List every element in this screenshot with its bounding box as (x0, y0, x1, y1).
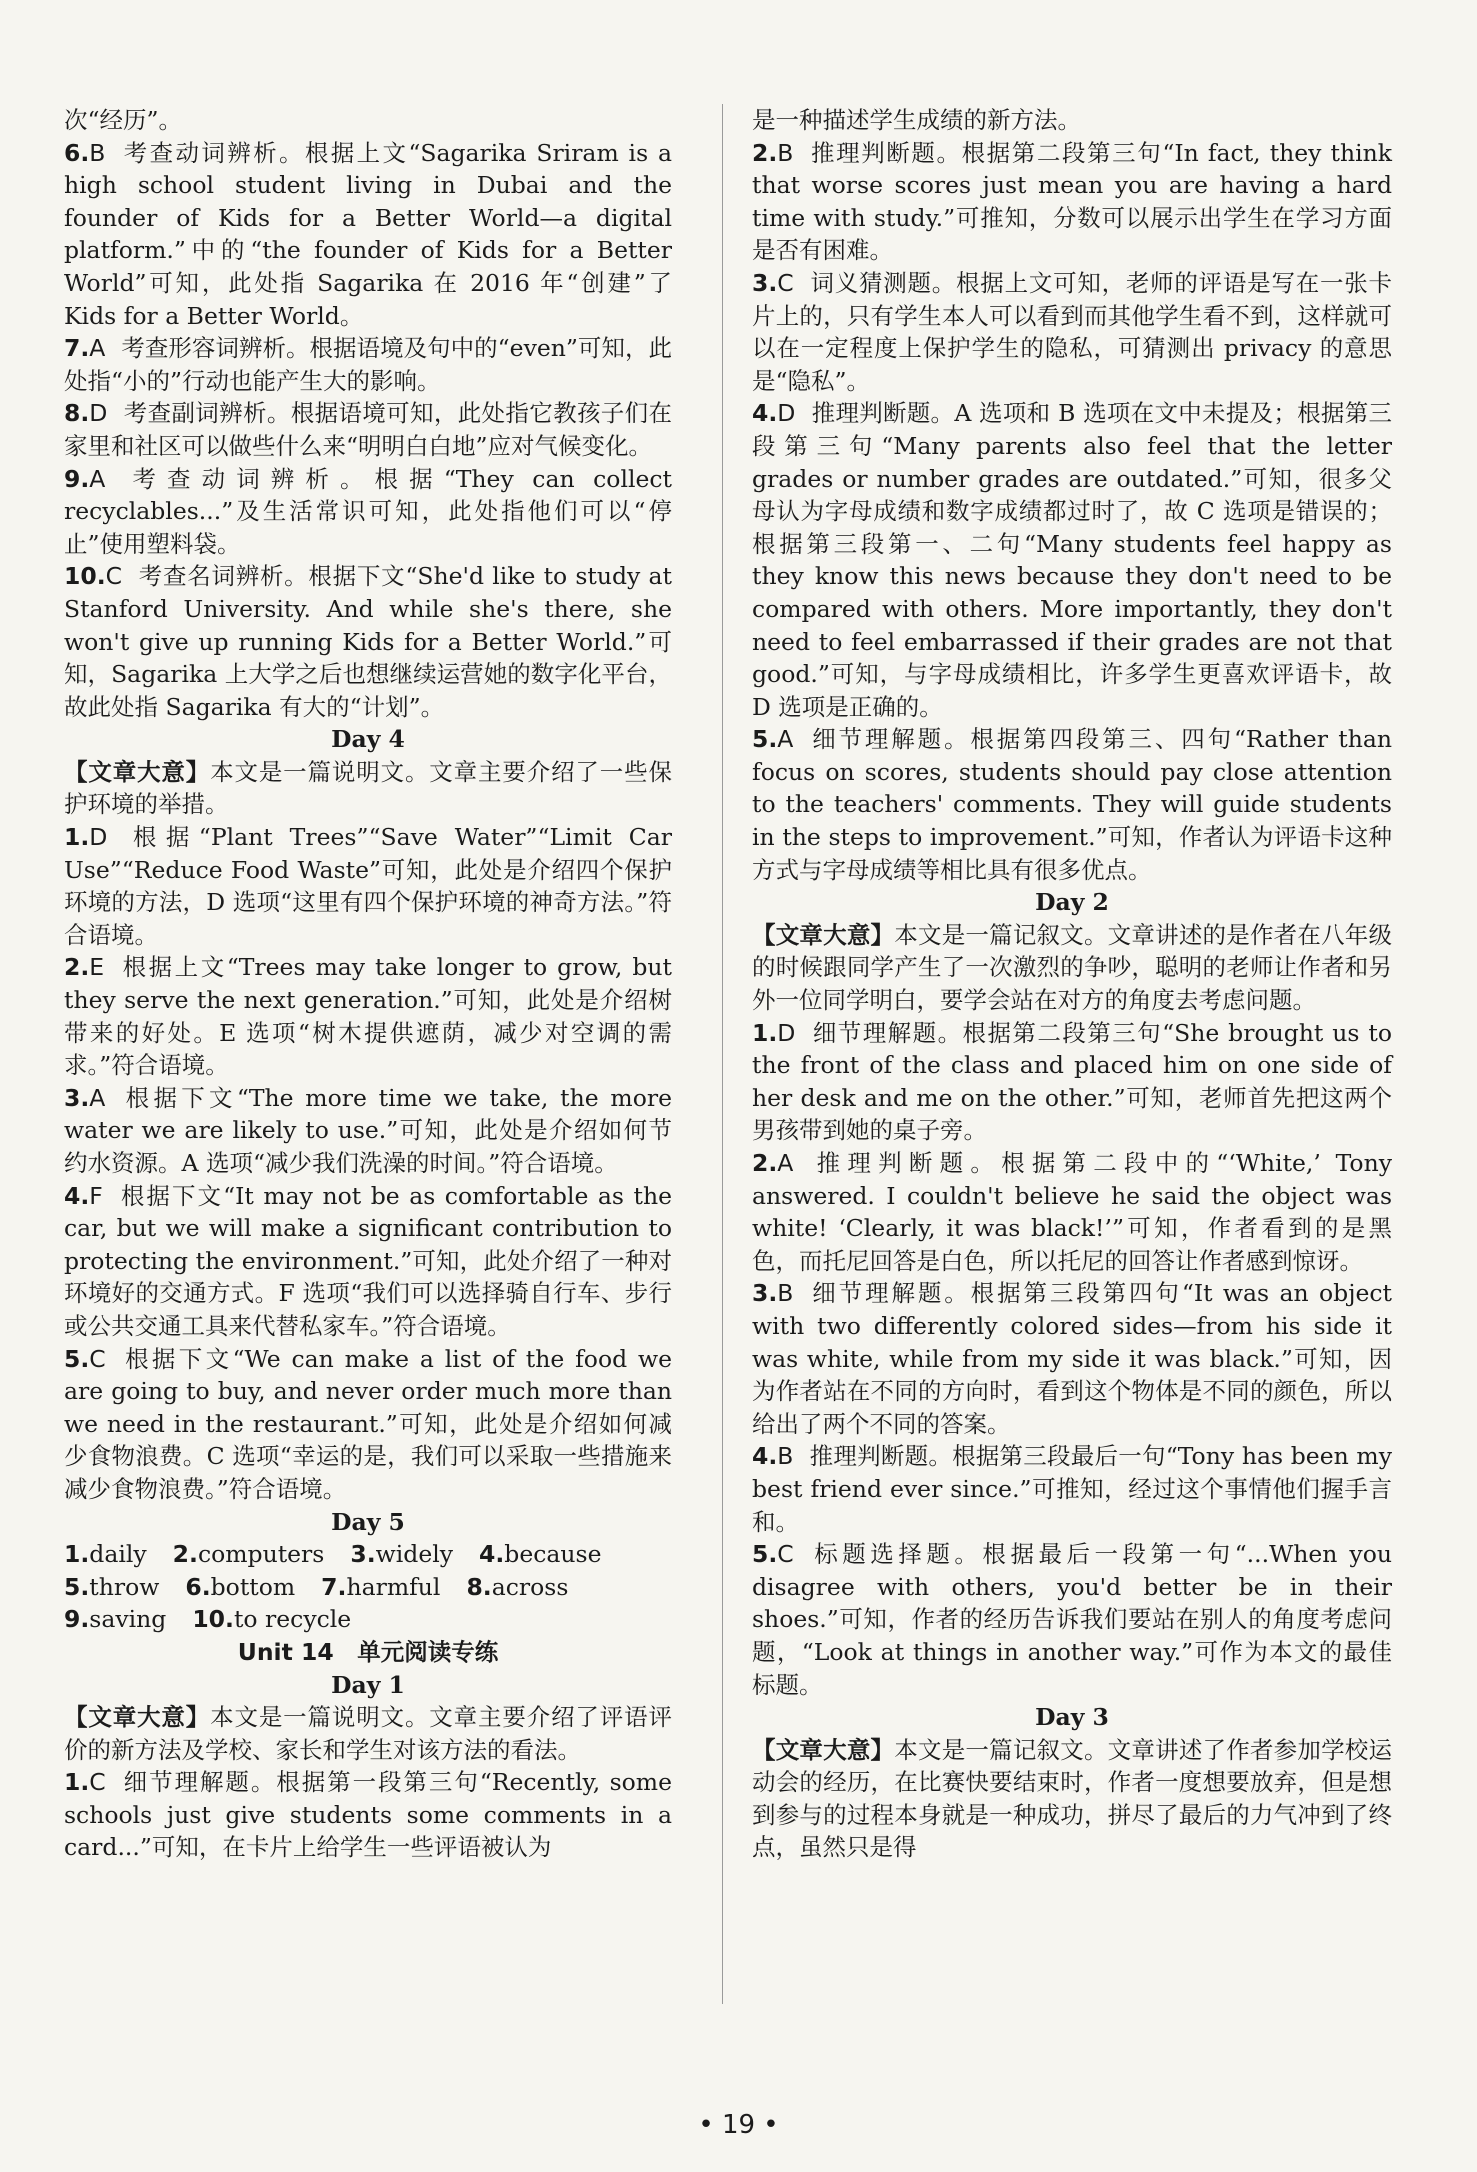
page-number: • 19 • (698, 2110, 779, 2140)
word-number: 1. (64, 1540, 90, 1569)
item-answer: A (777, 725, 794, 754)
answer-item (64, 332, 672, 397)
item-number: 2. (752, 1149, 778, 1177)
word-text: harmful (346, 1572, 441, 1601)
word-answer (173, 1540, 325, 1568)
item-number: 3. (752, 1279, 778, 1308)
word-number: 7. (321, 1572, 347, 1601)
word-answer (64, 1573, 159, 1601)
item-explanation: 考查名词辨析。根据下文“She'd like to study at Stanford University. And while she's there, she won't give up running Kids for a Better World.”可知，Sagarika 上大学之后也想继续运营她的数字化平台，故此处指 Sagarika 有大的“计划”。 (64, 562, 672, 721)
answer-item (752, 397, 1392, 723)
word-answer (321, 1573, 440, 1601)
item-number: 6. (64, 138, 90, 167)
item-answer: D (89, 399, 108, 428)
summary-text: 本文是一篇说明文。文章主要介绍了评语评价的新方法及学校、家长和学生对该方法的看法。 (64, 1703, 672, 1764)
item-explanation: 细节理解题。根据第一段第三句“Recently, some schools just give students some comments in a card...”可知，在卡片上给学生一些评语被认为 (64, 1768, 672, 1862)
summary-tag: 【文章大意】 (64, 757, 211, 786)
unit-heading: Unit 14 单元阅读专练 (237, 1637, 499, 1666)
item-explanation: 考查动词辨析。根据“They can collect recyclables...”及生活常识可知，此处指他们可以“停止”使用塑料袋。 (64, 464, 672, 558)
word-answer (64, 1605, 166, 1633)
answer-item (64, 821, 672, 951)
word-number: 2. (172, 1540, 198, 1569)
word-answers-row (64, 1538, 672, 1571)
answer-item (752, 1017, 1392, 1147)
item-answer: C (89, 1344, 106, 1373)
item-answer: B (777, 138, 794, 167)
article-summary (752, 1734, 1392, 1864)
item-number: 4. (64, 1181, 90, 1210)
item-explanation: 根据下文“The more time we take, the more water we are likely to use.”可知，此处是介绍如何节约水资源。A 选项“减少我们洗澡的时间。”符合语境。 (64, 1083, 672, 1177)
word-text: widely (375, 1540, 454, 1569)
right-column (752, 104, 1392, 1864)
answer-item (752, 1440, 1392, 1538)
item-number: 3. (752, 268, 778, 297)
answer-item (752, 267, 1392, 397)
answer-item (64, 1766, 672, 1864)
summary-text: 本文是一篇记叙文。文章讲述的是作者在八年级的时候跟同学产生了一次激烈的争吵，聪明的老师让作者和另外一位同学明白，要学会站在对方的角度去考虑问题。 (752, 920, 1393, 1015)
item-number: 1. (64, 1768, 90, 1797)
item-number: 8. (64, 399, 90, 428)
item-explanation: 考查形容词辨析。根据语境及句中的“even”可知，此处指“小的”行动也能产生大的影响。 (64, 334, 672, 395)
column-divider (722, 104, 723, 2004)
item-explanation: 标题选择题。根据最后一段第一句“...When you disagree with others, you'd better be in their shoes.”可知，作者的经历告诉我们要站在别人的角度考虑问题，“Look at things in another way.”可作为本文的最佳标题。 (752, 1540, 1392, 1699)
word-number: 8. (466, 1572, 492, 1601)
answer-item (752, 723, 1392, 886)
item-number: 1. (752, 1018, 778, 1047)
item-number: 1. (64, 823, 90, 852)
word-number: 3. (350, 1540, 376, 1569)
word-number: 4. (479, 1540, 505, 1569)
word-text: throw (89, 1572, 160, 1601)
item-number: 5. (64, 1344, 90, 1373)
answer-item (752, 1147, 1392, 1277)
word-text: to recycle (233, 1605, 352, 1634)
summary-tag: 【文章大意】 (64, 1703, 211, 1732)
item-number: 3. (64, 1083, 90, 1112)
answer-item (64, 137, 672, 333)
summary-text: 本文是一篇记叙文。文章讲述了作者参加学校运动会的经历，在比赛快要结束时，作者一度想要放弃，但是想到参与的过程本身就是一种成功，拼尽了最后的力气冲到了终点，虽然只是得 (752, 1735, 1393, 1862)
item-explanation: 细节理解题。根据第三段第四句“It was an object with two differently colored sides—from his side it was white, while from my side it was black.”可知，因为作者站在不同的方向时，看到这个物体是不同的颜色，所以给出了两个不同的答案。 (752, 1279, 1392, 1438)
day-heading: Day 4 (331, 725, 405, 754)
item-explanation: 推理判断题。根据第三段最后一句“Tony has been my best friend ever since.”可推知，经过这个事情他们握手言和。 (752, 1442, 1392, 1536)
item-number: 4. (752, 399, 778, 428)
summary-text: 本文是一篇说明文。文章主要介绍了一些保护环境的举措。 (64, 757, 672, 819)
word-answer (350, 1540, 453, 1568)
answer-item (64, 560, 672, 723)
word-answer (64, 1540, 147, 1568)
item-explanation: 推理判断题。根据第二段第三句“In fact, they think that worse scores just mean you are having a hard time with study.”可推知，分数可以展示出学生在学习方面是否有困难。 (752, 138, 1392, 265)
word-answers-row (64, 1571, 672, 1604)
item-answer: C (89, 1768, 106, 1797)
item-answer: A (89, 334, 106, 363)
item-answer: B (89, 138, 106, 167)
word-text: because (504, 1540, 602, 1569)
word-answer (192, 1605, 351, 1633)
article-summary (64, 1701, 672, 1766)
item-answer: E (89, 953, 105, 982)
summary-tag: 【文章大意】 (752, 920, 895, 949)
item-explanation: 细节理解题。根据第四段第三、四句“Rather than focus on scores, students should pay close attention to the teachers' comments. They will guide students in the steps to improvement.”可知，作者认为评语卡这种方式与字母成绩等相比具有很多优点。 (752, 725, 1392, 884)
day-heading: Day 5 (331, 1507, 405, 1536)
item-number: 7. (64, 334, 90, 363)
word-answer (185, 1573, 295, 1601)
item-explanation: 根据下文“We can make a list of the food we are going to buy, and never order much more than we need in the restaurant.”可知，此处是介绍如何减少食物浪费。C 选项“幸运的是，我们可以采取一些措施来减少食物浪费。”符合语境。 (64, 1344, 672, 1503)
day-heading: Day 1 (331, 1670, 405, 1699)
item-answer: D (777, 1018, 796, 1047)
item-number: 10. (64, 562, 106, 591)
day-heading: Day 2 (1035, 888, 1109, 917)
word-number: 5. (64, 1572, 90, 1601)
answer-item (64, 1180, 672, 1343)
article-summary (752, 919, 1392, 1017)
answer-item (64, 1082, 672, 1180)
word-answers-row (64, 1603, 672, 1636)
item-explanation: 根据下文“It may not be as comfortable as the car, but we will make a significant contribution to protecting the environment.”可知，此处介绍了一种对环境好的交通方式。F 选项“我们可以选择骑自行车、步行或公共交通工具来代替私家车。”符合语境。 (64, 1181, 672, 1340)
answer-item (752, 1538, 1392, 1701)
item-answer: F (89, 1181, 103, 1210)
item-answer: C (777, 1540, 794, 1569)
item-explanation: 推理判断题。A 选项和 B 选项在文中未提及；根据第三段第三句“Many parents also feel that the letter grades or number grades are outdated.”可知，很多父母认为字母成绩和数字成绩都过时了，故 C 选项是错误的；根据第三段第一、二句“Many students feel happy as they know this news because they don't need to be compared with others. More importantly, they don't need to feel embarrassed if their grades are not that good.”可知，与字母成绩相比，许多学生更喜欢评语卡，故 D 选项是正确的。 (752, 399, 1392, 721)
continued-text: 是一种描述学生成绩的新方法。 (752, 106, 1081, 134)
summary-tag: 【文章大意】 (752, 1735, 895, 1764)
item-explanation: 推理判断题。根据第二段中的“‘White,’ Tony answered. I couldn't believe he said the object was white! ‘Clearly, it was black!’”可知，作者看到的是黑色，而托尼回答是白色，所以托尼的回答让作者感到惊讶。 (752, 1149, 1392, 1275)
word-answer (479, 1540, 602, 1568)
answer-item (752, 1277, 1392, 1440)
item-explanation: 考查动词辨析。根据上文“Sagarika Sriram is a high school student living in Dubai and the founder of Kids for a Better World—a digital platform.”中的“the founder of Kids for a Better World”可知，此处指 Sagarika 在 2016 年“创建”了 Kids for a Better World。 (64, 138, 672, 330)
item-number: 2. (64, 953, 90, 982)
answer-item (752, 137, 1392, 267)
word-answer (466, 1573, 568, 1601)
answer-item (64, 463, 672, 561)
item-explanation: 细节理解题。根据第二段第三句“She brought us to the front of the class and placed him on one side of her desk and me on the other.”可知，老师首先把这两个男孩带到她的桌子旁。 (752, 1018, 1392, 1145)
word-number: 9. (64, 1605, 90, 1634)
item-answer: A (89, 1083, 106, 1112)
item-explanation: 词义猜测题。根据上文可知，老师的评语是写在一张卡片上的，只有学生本人可以看到而其他学生看不到，这样就可以在一定程度上保护学生的隐私，可猜测出 privacy 的意思是“隐私”。 (752, 268, 1392, 395)
item-number: 5. (752, 725, 778, 754)
word-number: 10. (192, 1605, 234, 1634)
word-text: daily (89, 1540, 147, 1569)
continued-text: 次“经历”。 (64, 106, 183, 134)
item-answer: A (777, 1149, 794, 1177)
word-text: saving (89, 1605, 167, 1634)
item-answer: B (777, 1279, 794, 1308)
article-summary (64, 756, 672, 821)
item-number: 4. (752, 1442, 778, 1471)
item-answer: C (105, 562, 123, 591)
item-answer: C (777, 268, 794, 297)
item-explanation: 考查副词辨析。根据语境可知，此处指它教孩子们在家里和社区可以做些什么来“明明白白地”应对气候变化。 (64, 399, 672, 460)
word-text: bottom (210, 1572, 296, 1601)
item-answer: D (89, 823, 108, 852)
answer-item (64, 397, 672, 462)
item-answer: B (777, 1442, 794, 1471)
item-answer: A (89, 464, 106, 493)
day-heading: Day 3 (1035, 1703, 1109, 1732)
item-answer: D (777, 399, 796, 428)
left-column (64, 104, 672, 1864)
word-number: 6. (185, 1572, 211, 1601)
word-text: across (491, 1572, 569, 1601)
answer-item (64, 951, 672, 1081)
item-explanation: 根据“Plant Trees”“Save Water”“Limit Car Use”“Reduce Food Waste”可知，此处是介绍四个保护环境的方法，D 选项“这里有四个保护环境的神奇方法。”符合语境。 (64, 823, 672, 949)
item-explanation: 根据上文“Trees may take longer to grow, but they serve the next generation.”可知，此处是介绍树带来的好处。E 选项“树木提供遮荫，减少对空调的需求。”符合语境。 (64, 953, 672, 1080)
item-number: 2. (752, 138, 778, 167)
item-number: 5. (752, 1540, 778, 1569)
answer-item (64, 1343, 672, 1506)
item-number: 9. (64, 464, 90, 493)
word-text: computers (197, 1540, 325, 1569)
